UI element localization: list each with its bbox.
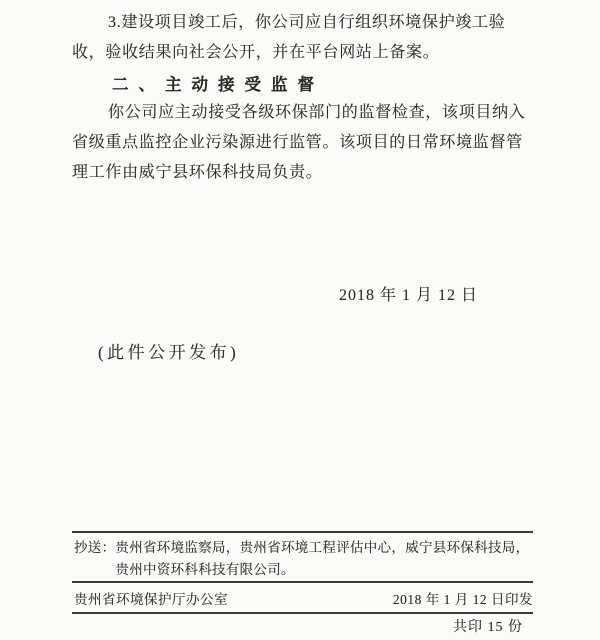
cc-block <box>74 537 533 581</box>
cc-label: 抄送： <box>74 540 116 555</box>
print-date: 2018 年 1 月 12 日印发 <box>392 592 533 607</box>
issuing-office: 贵州省环境保护厅办公室 <box>74 592 228 607</box>
footer-divider-bottom <box>72 612 533 614</box>
section-heading: 二、主动接受监督 <box>112 76 324 94</box>
footer-divider-top <box>72 531 533 533</box>
cc-line: 贵州省环境监察局，贵州省环境工程评估中心，威宁县环保科技局， <box>115 540 530 555</box>
cc-recipients <box>115 537 533 581</box>
paragraph-item3 <box>72 8 536 68</box>
paragraph-supervision <box>72 98 536 188</box>
text-line: 你公司应主动接受各级环保部门的监督检查，该项目纳入 <box>108 104 526 121</box>
footer-divider-middle <box>72 581 533 583</box>
public-release-note: (此件公开发布) <box>98 343 240 362</box>
copies-count: 共印 15 份 <box>453 620 523 635</box>
text-line: 3.建设项目竣工后，你公司应自行组织环境保护竣工验 <box>108 14 506 31</box>
text-line: 理工作由威宁县环保科技局负责。 <box>72 164 323 181</box>
text-line: 收，验收结果向社会公开，并在平台网站上备案。 <box>72 44 440 61</box>
issue-date: 2018 年 1 月 12 日 <box>338 287 478 304</box>
text-line: 省级重点监控企业污染源进行监管。该项目的日常环境监督管 <box>72 134 523 151</box>
cc-line: 贵州中资环科科技有限公司。 <box>115 562 295 577</box>
issuer-row <box>74 590 533 610</box>
